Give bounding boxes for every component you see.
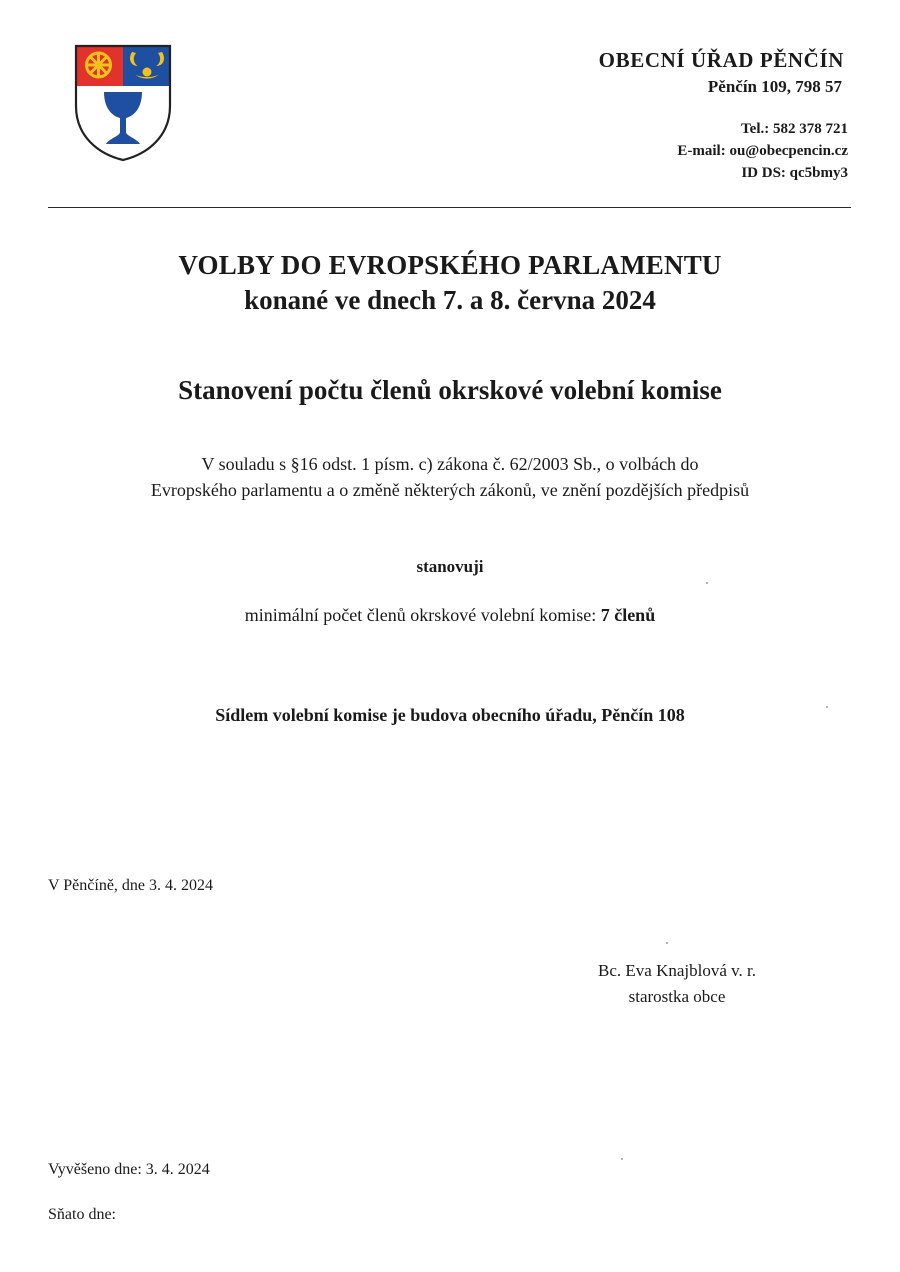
scan-speck <box>826 706 828 708</box>
office-data-box-id: ID DS: qc5bmy3 <box>741 165 848 181</box>
law-reference-line-2: Evropského parlamentu a o změně některých zákonů, ve znění pozdějších předpisů <box>150 480 750 500</box>
signer-role: starostka obce <box>628 987 726 1006</box>
office-address: Pěnčín 109, 798 57 <box>707 77 842 96</box>
place-and-date: V Pěnčíně, dne 3. 4. 2024 <box>48 877 214 894</box>
office-name: OBECNÍ ÚŘAD PĚNČÍN <box>598 48 844 72</box>
signer-name: Bc. Eva Knajblová v. r. <box>598 961 756 980</box>
coat-of-arms-emblem <box>74 44 172 162</box>
scan-speck <box>706 582 708 584</box>
wheel-icon <box>87 53 111 77</box>
scan-speck <box>666 942 668 944</box>
member-count-value: 7 členů <box>600 605 656 625</box>
posted-date: Vyvěšeno dne: 3. 4. 2024 <box>48 1161 210 1178</box>
coat-blue-field <box>123 44 172 86</box>
member-count-statement <box>0 605 900 626</box>
decision-verb: stanovuji <box>416 557 484 576</box>
document-subtitle: Stanovení počtu členů okrskové volební komise <box>178 375 722 405</box>
scan-speck <box>621 1158 623 1160</box>
law-reference-line-1: V souladu s §16 odst. 1 písm. c) zákona č. 62/2003 Sb., o volbách do <box>201 454 699 474</box>
office-email: E-mail: ou@obecpencin.cz <box>677 143 848 159</box>
header-divider <box>48 207 851 208</box>
office-telephone: Tel.: 582 378 721 <box>741 121 848 137</box>
removed-date: Sňato dne: <box>48 1206 116 1223</box>
commission-seat: Sídlem volební komise je budova obecního úřadu, Pěnčín 108 <box>215 705 685 725</box>
election-dates: konané ve dnech 7. a 8. června 2024 <box>244 285 656 315</box>
document-title: VOLBY DO EVROPSKÉHO PARLAMENTU <box>178 250 722 280</box>
member-count-label: minimální počet členů okrskové volební komise: <box>244 605 601 625</box>
